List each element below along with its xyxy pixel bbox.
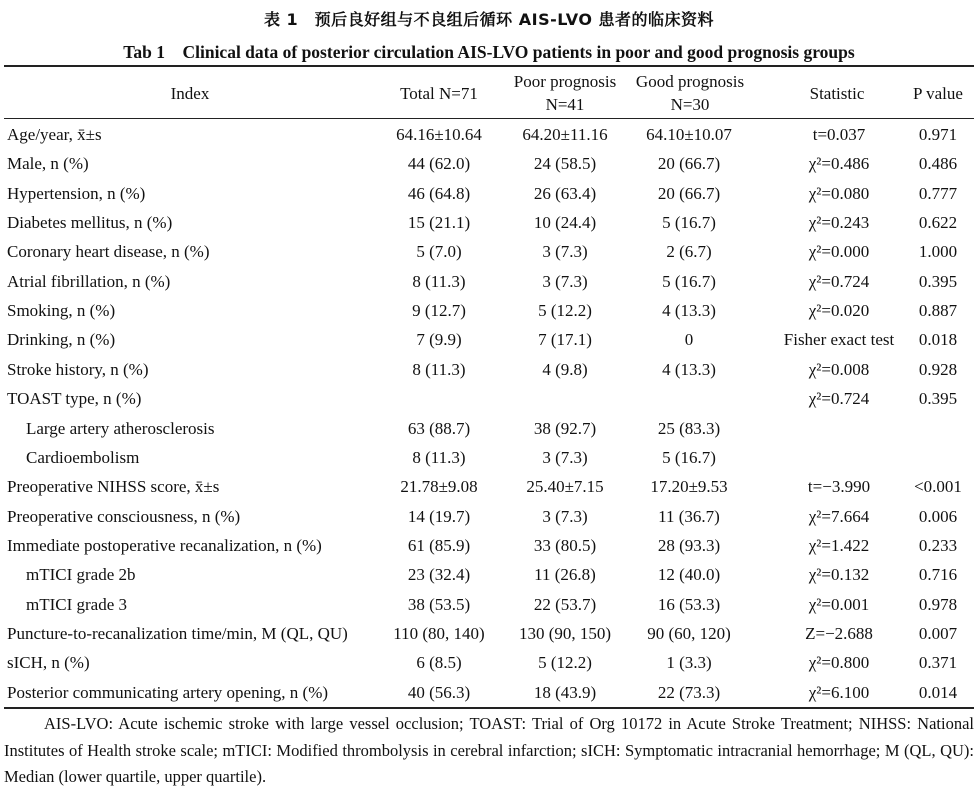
cell-p-value: 0.014 [918,682,958,702]
cell-poor-prognosis: 11 (26.8) [534,565,596,585]
cell-p-value: 0.395 [918,271,958,291]
cell-statistic: χ²=0.724 [808,389,870,409]
cell-statistic: χ²=0.020 [808,301,870,321]
cell-p-value: 0.486 [918,154,958,174]
cell-good-prognosis: 4 (13.3) [662,359,716,379]
cell-index: Hypertension, n (%) [7,183,146,203]
cell-statistic: Fisher exact test [783,330,895,350]
table-row [0,502,978,531]
cell-good-prognosis: 0 [684,330,694,350]
cell-index: Preoperative NIHSS score, x̄±s [7,477,220,497]
cell-good-prognosis: 17.20±9.53 [650,477,728,497]
cell-poor-prognosis: 3 (7.3) [542,242,588,262]
cell-index: TOAST type, n (%) [7,389,142,409]
table-footnote: AIS-LVO: Acute ischemic stroke with large vessel occlusion; TOAST: Trial of Org 10172 in Acute Stroke Treatment; NIHSS: National Institutes of Health stroke scale; mTICI: Modified thrombolysis in cerebral infarction; sICH: Symptomatic intracranial hemorrhage; M (QL, QU): Median (lower quartile, upper quartile). [4,714,974,786]
cell-good-prognosis: 64.10±10.07 [646,125,732,144]
cell-p-value: 0.233 [918,535,958,555]
cell-good-prognosis: 5 (16.7) [662,213,716,233]
cell-good-prognosis: 22 (73.3) [657,682,721,702]
cell-p-value: 0.018 [918,330,958,350]
cell-p-value: 0.006 [918,506,958,526]
cell-index: sICH, n (%) [7,653,90,673]
header-total: Total N=71 [400,84,478,103]
cell-p-value: 0.971 [918,125,958,144]
cell-total: 61 (85.9) [407,535,471,555]
cell-good-prognosis: 16 (53.3) [657,594,721,614]
cell-total: 46 (64.8) [407,183,471,203]
cell-total: 14 (19.7) [407,506,471,526]
table-row [0,355,978,384]
header-good-line1: Good prognosis [635,72,745,91]
cell-poor-prognosis: 130 (90, 150) [518,623,612,643]
cell-total: 110 (80, 140) [393,623,485,643]
cell-poor-prognosis: 3 (7.3) [542,271,588,291]
cell-p-value: 0.395 [918,389,958,409]
cell-poor-prognosis: 25.40±7.15 [526,477,604,497]
cell-index: mTICI grade 2b [26,565,136,585]
header-poor-line2: N=41 [545,95,585,114]
cell-statistic: χ²=0.008 [808,359,870,379]
cell-statistic: χ²=0.001 [808,594,870,614]
header-poor-prognosis [500,70,630,116]
cell-poor-prognosis: 7 (17.1) [538,330,592,350]
cell-p-value: <0.001 [914,477,962,497]
cell-total: 40 (56.3) [407,682,471,702]
cell-total: 64.16±10.64 [396,125,482,144]
cell-p-value: 0.622 [918,213,958,233]
header-rule [4,118,974,119]
cell-good-prognosis: 90 (60, 120) [647,623,731,643]
table-row [0,208,978,237]
cell-total: 8 (11.3) [412,359,466,379]
table-row [0,472,978,501]
cell-index: Diabetes mellitus, n (%) [7,213,173,233]
table-row [0,149,978,178]
cell-statistic: Z=−2.688 [805,623,873,643]
cell-p-value: 1.000 [918,242,958,262]
header-index: Index [170,84,210,103]
cell-total: 8 (11.3) [412,271,466,291]
table-row [0,678,978,707]
cell-poor-prognosis: 64.20±11.16 [522,125,608,144]
cell-total: 38 (53.5) [407,594,471,614]
cell-total: 21.78±9.08 [400,477,478,497]
cell-statistic: t=−3.990 [807,477,871,497]
cell-index: Age/year, x̄±s [7,125,102,144]
cell-total: 6 (8.5) [416,653,462,673]
header-statistic: Statistic [809,84,865,103]
cell-index: Large artery atherosclerosis [26,418,215,438]
table-row [0,560,978,589]
cell-good-prognosis: 5 (16.7) [662,271,716,291]
cell-good-prognosis: 5 (16.7) [662,447,716,467]
cell-total: 44 (62.0) [407,154,471,174]
cell-poor-prognosis: 24 (58.5) [533,154,597,174]
cell-good-prognosis: 20 (66.7) [657,154,721,174]
cell-poor-prognosis: 5 (12.2) [538,653,592,673]
table-title-english: Tab 1 Clinical data of posterior circulation AIS-LVO patients in poor and good prognosis groups [123,42,855,62]
cell-statistic: χ²=1.422 [808,535,870,555]
cell-good-prognosis: 4 (13.3) [662,301,716,321]
cell-statistic: χ²=0.243 [808,213,870,233]
cell-poor-prognosis: 3 (7.3) [542,506,588,526]
header-good-prognosis [630,70,750,116]
table-row [0,179,978,208]
cell-poor-prognosis: 22 (53.7) [533,594,597,614]
table-row [0,531,978,560]
cell-index: mTICI grade 3 [26,594,128,614]
table-row [0,325,978,354]
cell-index: Immediate postoperative recanalization, n (%) [7,535,322,555]
cell-statistic: χ²=6.100 [808,682,870,702]
table-row [0,590,978,619]
cell-total: 15 (21.1) [407,213,471,233]
cell-poor-prognosis: 33 (80.5) [533,535,597,555]
cell-index: Male, n (%) [7,154,89,174]
cell-index: Smoking, n (%) [7,301,116,321]
cell-statistic: χ²=0.800 [808,653,870,673]
cell-index: Preoperative consciousness, n (%) [7,506,241,526]
cell-poor-prognosis: 18 (43.9) [533,682,597,702]
table-row [0,648,978,677]
cell-index: Stroke history, n (%) [7,359,149,379]
cell-poor-prognosis: 3 (7.3) [542,447,588,467]
cell-statistic: χ²=0.000 [808,242,870,262]
cell-p-value: 0.007 [918,623,958,643]
cell-poor-prognosis: 10 (24.4) [533,213,597,233]
table-row [0,384,978,413]
cell-statistic: χ²=7.664 [808,506,870,526]
table-row [0,296,978,325]
cell-p-value: 0.777 [918,183,958,203]
cell-good-prognosis: 25 (83.3) [657,418,721,438]
cell-total: 63 (88.7) [407,418,471,438]
cell-total: 8 (11.3) [412,447,466,467]
header-p-value: P value [913,84,963,103]
cell-p-value: 0.978 [918,594,958,614]
cell-index: Drinking, n (%) [7,330,116,350]
cell-poor-prognosis: 38 (92.7) [533,418,597,438]
header-good-line2: N=30 [670,95,710,114]
cell-good-prognosis: 11 (36.7) [658,506,720,526]
cell-index: Cardioembolism [26,447,140,467]
cell-index: Posterior communicating artery opening, n (%) [7,682,329,702]
cell-good-prognosis: 28 (93.3) [657,535,721,555]
cell-statistic: χ²=0.724 [808,271,870,291]
bottom-rule [4,707,974,709]
cell-statistic: t=0.037 [812,125,866,144]
cell-statistic: χ²=0.486 [808,154,870,174]
cell-p-value: 0.887 [918,301,958,321]
cell-p-value: 0.928 [918,359,958,379]
cell-total: 9 (12.7) [412,301,466,321]
cell-poor-prognosis: 5 (12.2) [538,301,592,321]
cell-poor-prognosis: 26 (63.4) [533,183,597,203]
cell-index: Atrial fibrillation, n (%) [7,271,171,291]
table-row [0,619,978,648]
cell-total: 7 (9.9) [416,330,462,350]
top-rule [4,65,974,67]
table-row [0,267,978,296]
cell-good-prognosis: 20 (66.7) [657,183,721,203]
table-row [0,414,978,443]
cell-poor-prognosis: 4 (9.8) [542,359,588,379]
cell-p-value: 0.371 [918,653,958,673]
table-row [0,237,978,266]
cell-good-prognosis: 2 (6.7) [666,242,712,262]
cell-p-value: 0.716 [918,565,958,585]
cell-statistic: χ²=0.132 [808,565,870,585]
header-poor-line1: Poor prognosis [513,72,617,91]
table-row [0,120,978,149]
table-title-chinese: 表 1 预后良好组与不良组后循环 AIS-LVO 患者的临床资料 [263,10,715,29]
table-row [0,443,978,472]
cell-good-prognosis: 1 (3.3) [666,653,712,673]
cell-total: 5 (7.0) [416,242,462,262]
cell-good-prognosis: 12 (40.0) [657,565,721,585]
cell-total: 23 (32.4) [407,565,471,585]
cell-index: Puncture-to-recanalization time/min, M (QL, QU) [7,623,348,643]
cell-statistic: χ²=0.080 [808,183,870,203]
cell-index: Coronary heart disease, n (%) [7,242,210,262]
